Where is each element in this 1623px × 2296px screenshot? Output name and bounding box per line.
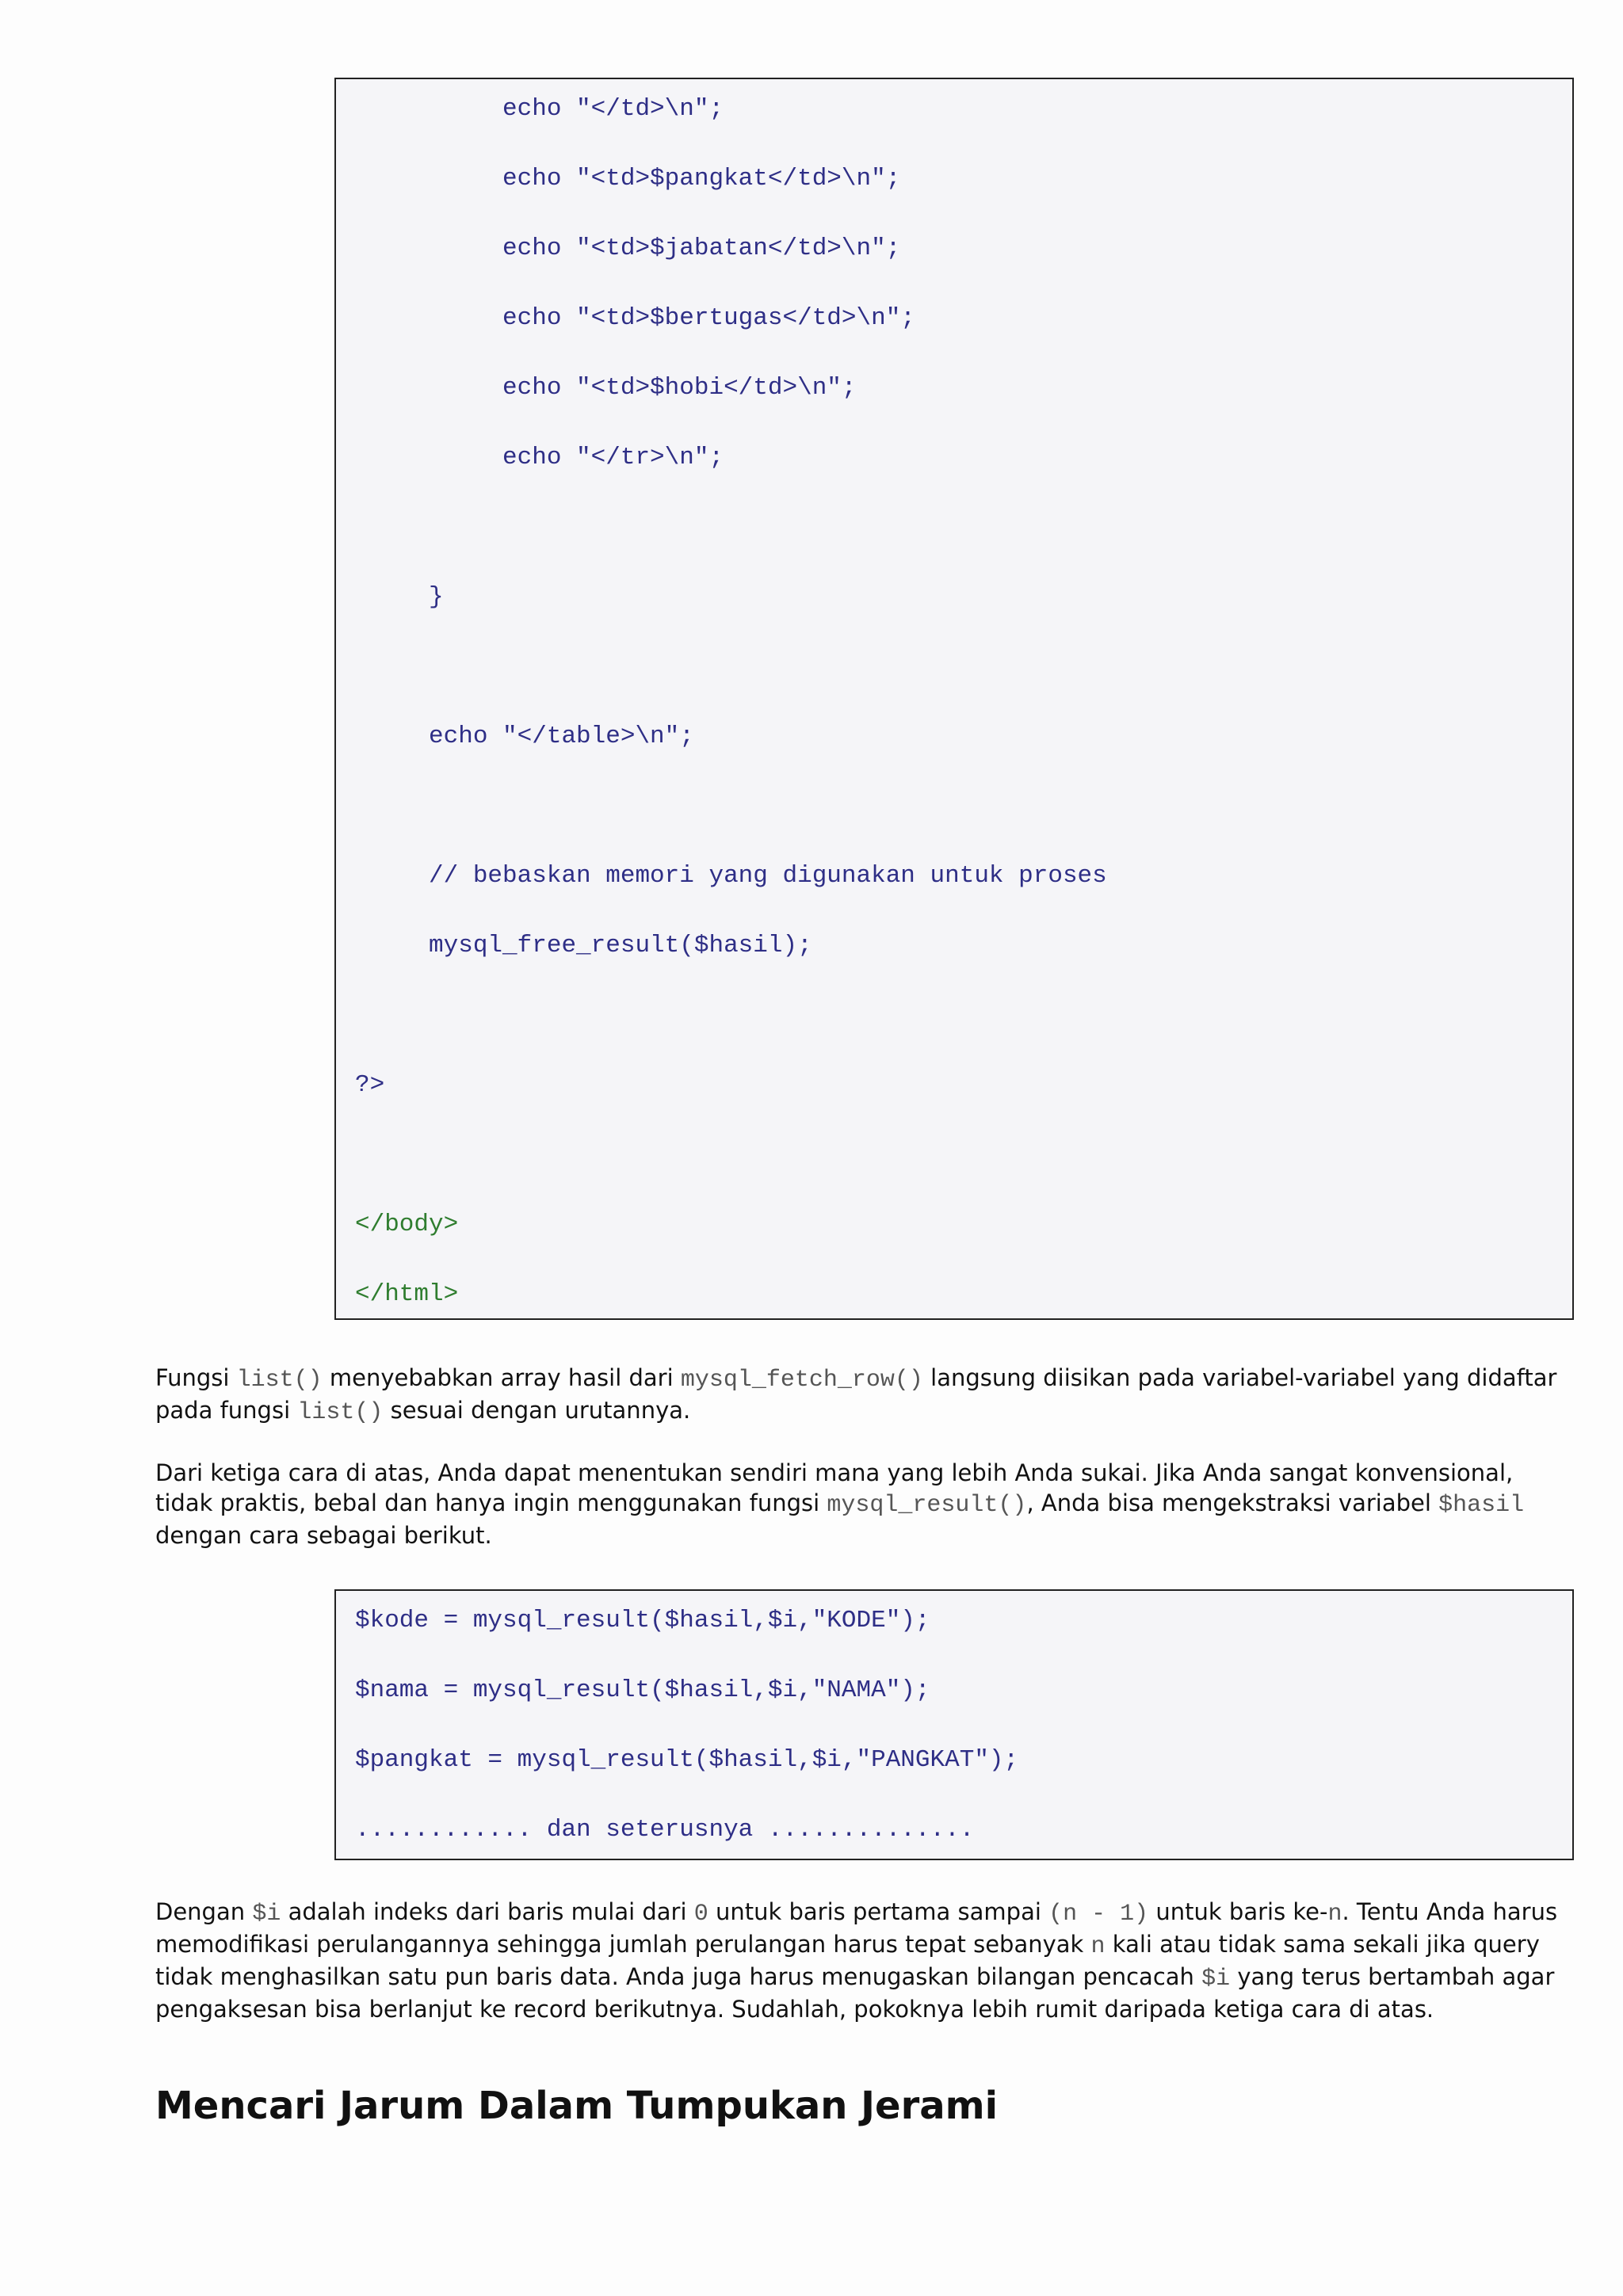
text: sesuai dengan urutannya. (383, 1397, 691, 1424)
inline-code: $hasil (1438, 1492, 1525, 1519)
code-line: echo "<td>$jabatan</td>\n"; (355, 235, 901, 262)
inline-code: n (1090, 1933, 1106, 1960)
html-body-close-tag: </body> (355, 1211, 459, 1238)
text: kali atau tidak sama sekali jika query tidak menghasilkan satu pun baris data. Anda juga harus menugaskan bilangan pencacah (155, 1931, 1540, 1990)
text: langsung diisikan pada variabel-variabel yang didaftar pada fungsi (155, 1364, 1557, 1424)
code-line: $pangkat = mysql_result($hasil,$i,"PANGKAT"); (355, 1746, 1019, 1774)
text: . Tentu Anda harus memodifikasi perulangannya sehingga jumlah perulangan harus tepat sebanyak (155, 1898, 1558, 1958)
text: , Anda bisa mengekstraksi variabel (1026, 1489, 1439, 1516)
text: dengan cara sebagai berikut. (155, 1522, 492, 1549)
inline-code: n (1327, 1901, 1342, 1928)
code-line: echo "</tr>\n"; (355, 444, 724, 471)
code-line: ............ dan seterusnya .............. (355, 1816, 975, 1844)
inline-code: 0 (693, 1901, 708, 1928)
code-line: echo "<td>$bertugas</td>\n"; (355, 304, 915, 332)
code-block-php-loop (334, 78, 1574, 1320)
code-line: $kode = mysql_result($hasil,$i,"KODE"); (355, 1607, 930, 1634)
text: Dengan (155, 1898, 253, 1925)
inline-code: (n - 1) (1048, 1901, 1149, 1928)
text: Fungsi (155, 1364, 237, 1391)
inline-code: $i (1201, 1966, 1231, 1993)
paragraph-mysql-result (155, 1458, 1558, 1550)
inline-code: list() (297, 1399, 384, 1426)
code-comment: // bebaskan memori yang digunakan untuk proses (355, 862, 1107, 890)
inline-code: mysql_fetch_row() (680, 1367, 923, 1394)
code-block-mysql-result (334, 1589, 1574, 1860)
code-line: echo "<td>$pangkat</td>\n"; (355, 165, 901, 193)
html-close-tag: </html> (355, 1280, 459, 1308)
paragraph-index-explanation (155, 1897, 1558, 2024)
text: untuk baris pertama sampai (708, 1898, 1049, 1925)
text: yang terus bertambah agar pengaksesan bisa berlanjut ke record berikutnya. Sudahlah, pokoknya lebih rumit daripada ketiga cara di atas. (155, 1963, 1555, 2023)
code-line: } (355, 583, 444, 611)
section-heading: Mencari Jarum Dalam Tumpukan Jerami (155, 2084, 999, 2128)
text: menyebabkan array hasil dari (322, 1364, 681, 1391)
php-close-tag: ?> (355, 1071, 385, 1099)
inline-code: list() (236, 1367, 323, 1394)
text: adalah indeks dari baris mulai dari (281, 1898, 694, 1925)
text: Dari ketiga cara di atas, Anda dapat menentukan sendiri mana yang lebih Anda sukai. Jika Anda sangat konvensional, tidak praktis, bebal dan hanya ingin menggunakan fungsi (155, 1459, 1514, 1516)
code-line: $nama = mysql_result($hasil,$i,"NAMA"); (355, 1676, 930, 1704)
code-line: echo "<td>$hobi</td>\n"; (355, 374, 857, 402)
code-line: mysql_free_result($hasil); (355, 932, 812, 959)
inline-code: $i (252, 1901, 281, 1928)
code-line: echo "</td>\n"; (355, 95, 724, 123)
code-line: echo "</table>\n"; (355, 723, 694, 750)
inline-code: mysql_result() (827, 1492, 1027, 1519)
text: untuk baris ke- (1148, 1898, 1328, 1925)
paragraph-list-function (155, 1363, 1558, 1428)
